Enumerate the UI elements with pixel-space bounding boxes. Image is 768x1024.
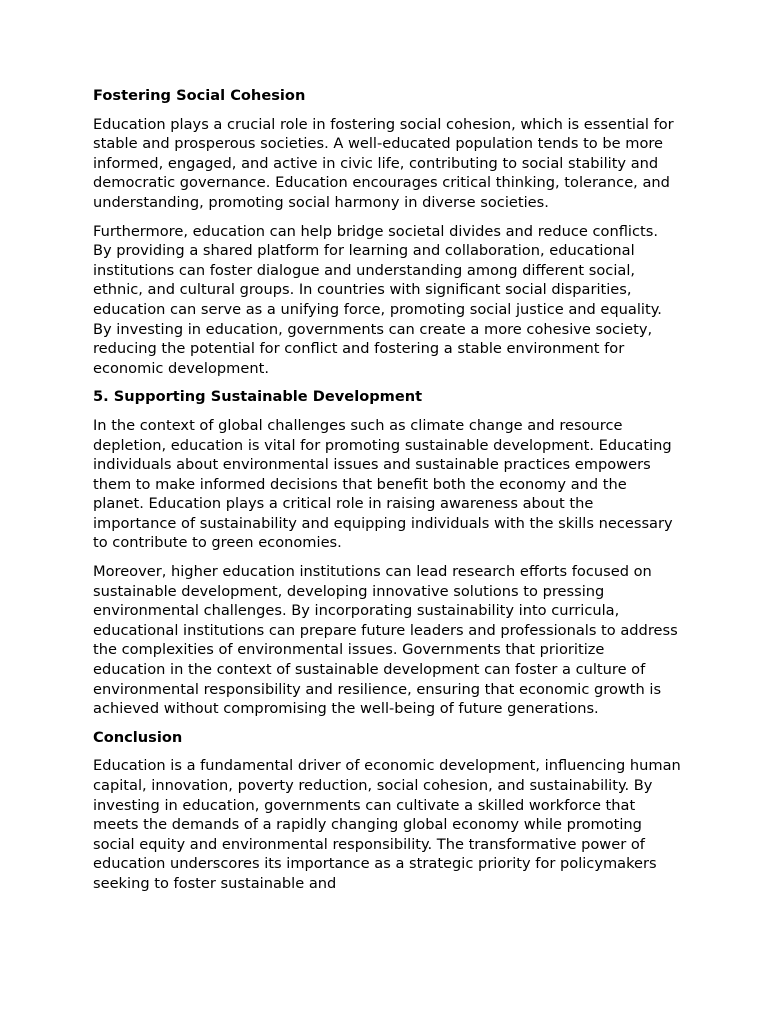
paragraph: Moreover, higher education institutions can lead research efforts focused on sustainable development, developing innovative solutions to pressing environmental challenges. By incorporating sustainability into curricula, educational institutions can prepare future leaders and professionals to address the complexities of environmental issues. Governments that prioritize education in the context of sustainable development can foster a culture of environmental responsibility and resilience, ensuring that economic growth is achieved without compromising the well-being of future generations. <box>93 563 678 718</box>
paragraph: Furthermore, education can help bridge societal divides and reduce conflicts. By providing a shared platform for learning and collaboration, educational institutions can foster dialogue and understanding among different social, ethnic, and cultural groups. In countries with significant social disparities, education can serve as a unifying force, promoting social justice and equality. By investing in education, governments can create a more cohesive society, reducing the potential for conflict and fostering a stable environment for economic development. <box>93 222 662 377</box>
section-heading-sustainable-development: 5. Supporting Sustainable Development <box>93 388 423 406</box>
document-body <box>93 86 681 903</box>
paragraph: Education is a fundamental driver of economic development, influencing human capital, innovation, poverty reduction, social cohesion, and sustainability. By investing in education, governments can cultivate a skilled workforce that meets the demands of a rapidly changing global economy while promoting social equity and environmental responsibility. The transformative power of education underscores its importance as a strategic priority for policymakers seeking to foster sustainable and <box>93 757 681 892</box>
section-heading-social-cohesion: Fostering Social Cohesion <box>93 87 306 104</box>
paragraph: In the context of global challenges such as climate change and resource depletion, education is vital for promoting sustainable development. Educating individuals about environmental issues and sustainable practices empowers them to make informed decisions that benefit both the economy and the planet. Education plays a critical role in raising awareness about the importance of sustainability and equipping individuals with the skills necessary to contribute to green economies. <box>93 416 673 552</box>
paragraph: Education plays a crucial role in fostering social cohesion, which is essential for stable and prosperous societies. A well-educated population tends to be more informed, engaged, and active in civic life, contributing to social stability and democratic governance. Education encourages critical thinking, tolerance, and understanding, promoting social harmony in diverse societies. <box>93 115 674 211</box>
section-heading-conclusion: Conclusion <box>93 728 183 746</box>
